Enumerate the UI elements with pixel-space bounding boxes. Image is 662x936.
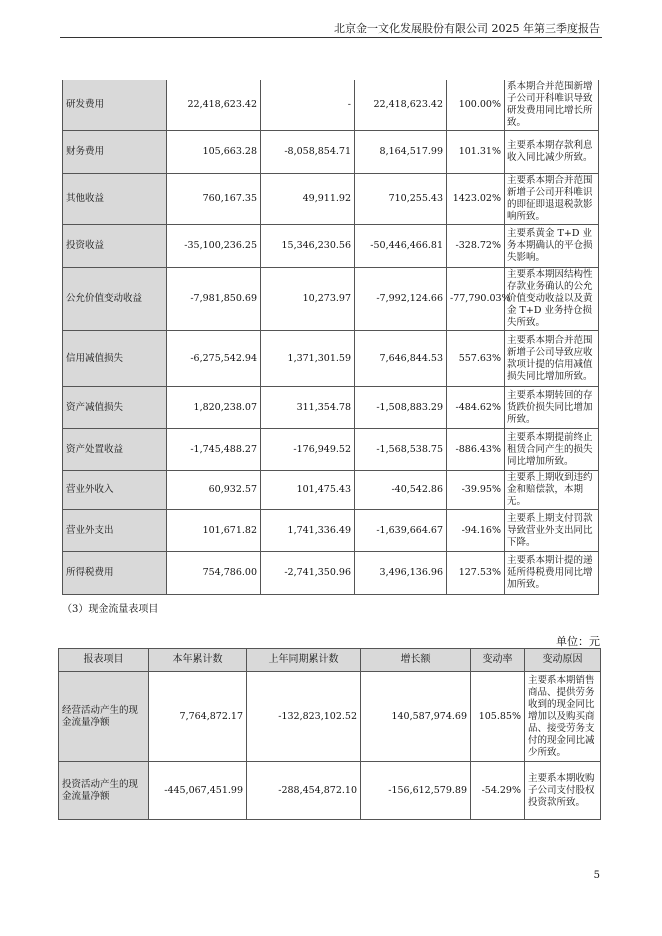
row-current-value: 760,167.35: [167, 174, 261, 225]
row-item-label: 其他收益: [63, 174, 167, 225]
unit-label: 单位：元: [556, 635, 600, 648]
row-current-value: 754,786.00: [167, 552, 261, 595]
header-change: 增长额: [361, 649, 471, 672]
row-rate-value: 105.85%: [471, 672, 525, 762]
row-change-value: 22,418,623.42: [355, 80, 447, 131]
row-reason-text: 主要系本期收购子公司支付股权投资款所致。: [525, 762, 601, 820]
row-current-value: 1,820,238.07: [167, 387, 261, 429]
row-current-value: 22,418,623.42: [167, 80, 261, 131]
row-prior-value: -132,823,102.52: [247, 672, 361, 762]
row-current-value: -7,981,850.69: [167, 268, 261, 331]
row-item-label: 营业外收入: [63, 471, 167, 510]
row-change-value: -1,508,883.29: [355, 387, 447, 429]
row-reason-text: 系本期合并范围新增子公司开科唯识导致研发费用同比增长所致。: [505, 80, 599, 131]
row-change-value: -1,639,664.67: [355, 510, 447, 552]
row-prior-value: -8,058,854.71: [261, 131, 355, 174]
row-reason-text: 主要系黄金 T+D 业务本期确认的平仓损失影响。: [505, 225, 599, 268]
header-item: 报表项目: [59, 649, 149, 672]
row-reason-text: 主要系上期收到违约金和赔偿款，本期无。: [505, 471, 599, 510]
row-reason-text: 主要系本期存款利息收入同比减少所致。: [505, 131, 599, 174]
row-item-label: 公允价值变动收益: [63, 268, 167, 331]
row-item-label: 资产处置收益: [63, 429, 167, 471]
row-rate-value: 557.63%: [447, 331, 505, 387]
row-rate-value: 1423.02%: [447, 174, 505, 225]
row-prior-value: 49,911.92: [261, 174, 355, 225]
table-row: [63, 80, 599, 131]
row-current-value: -35,100,236.25: [167, 225, 261, 268]
table-row: [63, 552, 599, 595]
row-reason-text: 主要系本期转回的存货跌价损失同比增加所致。: [505, 387, 599, 429]
row-prior-value: 101,475.43: [261, 471, 355, 510]
row-item-label: 研发费用: [63, 80, 167, 131]
table-row: [63, 268, 599, 331]
table-row: [63, 331, 599, 387]
row-reason-text: 主要系本期计提的递延所得税费用同比增加所致。: [505, 552, 599, 595]
row-reason-text: 主要系本期因结构性存款业务确认的公允价值变动收益以及黄金 T+D 业务持仓损失所致。: [505, 268, 599, 331]
row-prior-value: 10,273.97: [261, 268, 355, 331]
table-row: [63, 225, 599, 268]
header-rate: 变动率: [471, 649, 525, 672]
row-prior-value: -176,949.52: [261, 429, 355, 471]
income-statement-table: [62, 80, 599, 595]
row-current-value: -6,275,542.94: [167, 331, 261, 387]
row-rate-value: -39.95%: [447, 471, 505, 510]
cashflow-header-row: [59, 649, 601, 672]
row-prior-value: 15,346,230.56: [261, 225, 355, 268]
row-prior-value: -: [261, 80, 355, 131]
row-change-value: -1,568,538.75: [355, 429, 447, 471]
row-reason-text: 主要系本期销售商品、提供劳务收到的现金同比增加以及购买商品、接受劳务支付的现金同比减少所致。: [525, 672, 601, 762]
row-rate-value: 100.00%: [447, 80, 505, 131]
row-reason-text: 主要系本期合并范围新增子公司导致应收款项计提的信用减值损失同比增加所致。: [505, 331, 599, 387]
table-row: [63, 131, 599, 174]
row-change-value: -40,542.86: [355, 471, 447, 510]
row-prior-value: 311,354.78: [261, 387, 355, 429]
row-change-value: 710,255.43: [355, 174, 447, 225]
report-header-title: 北京金一文化发展股份有限公司 2025 年第三季度报告: [334, 22, 600, 35]
row-reason-text: 主要系本期合并范围新增子公司开科唯识的即征即退退税款影响所致。: [505, 174, 599, 225]
table-row: [63, 510, 599, 552]
row-change-value: 140,587,974.69: [361, 672, 471, 762]
row-change-value: 3,496,136.96: [355, 552, 447, 595]
table-row: [59, 762, 601, 820]
row-rate-value: -484.62%: [447, 387, 505, 429]
row-item-label: 投资收益: [63, 225, 167, 268]
row-rate-value: -328.72%: [447, 225, 505, 268]
row-item-label: 信用减值损失: [63, 331, 167, 387]
row-rate-value: 101.31%: [447, 131, 505, 174]
row-item-label: 资产减值损失: [63, 387, 167, 429]
row-prior-value: -288,454,872.10: [247, 762, 361, 820]
row-current-value: 60,932.57: [167, 471, 261, 510]
cashflow-section-title: （3）现金流量表项目: [62, 604, 159, 615]
page-number: 5: [593, 870, 600, 881]
row-change-value: 7,646,844.53: [355, 331, 447, 387]
header-reason: 变动原因: [525, 649, 601, 672]
row-current-value: 7,764,872.17: [149, 672, 247, 762]
table-row: [63, 174, 599, 225]
row-current-value: 105,663.28: [167, 131, 261, 174]
row-rate-value: -886.43%: [447, 429, 505, 471]
cashflow-table: [58, 648, 601, 820]
row-change-value: 8,164,517.99: [355, 131, 447, 174]
row-prior-value: 1,741,336.49: [261, 510, 355, 552]
table-row: [63, 471, 599, 510]
row-change-value: -50,446,466.81: [355, 225, 447, 268]
header-prior: 上年同期累计数: [247, 649, 361, 672]
row-item-label: 所得税费用: [63, 552, 167, 595]
row-rate-value: -94.16%: [447, 510, 505, 552]
row-reason-text: 主要系本期提前终止租赁合同产生的损失同比增加所致。: [505, 429, 599, 471]
row-current-value: -445,067,451.99: [149, 762, 247, 820]
table-row: [63, 387, 599, 429]
table-row: [63, 429, 599, 471]
row-reason-text: 主要系上期支付罚款导致营业外支出同比下降。: [505, 510, 599, 552]
row-item-label: 经营活动产生的现金流量净额: [59, 672, 149, 762]
header-divider: [60, 37, 602, 38]
row-prior-value: -2,741,350.96: [261, 552, 355, 595]
row-item-label: 投资活动产生的现金流量净额: [59, 762, 149, 820]
row-item-label: 营业外支出: [63, 510, 167, 552]
row-current-value: 101,671.82: [167, 510, 261, 552]
row-rate-value: -77,790.03%: [447, 268, 505, 331]
row-change-value: -156,612,579.89: [361, 762, 471, 820]
row-rate-value: 127.53%: [447, 552, 505, 595]
row-prior-value: 1,371,301.59: [261, 331, 355, 387]
header-current: 本年累计数: [149, 649, 247, 672]
row-item-label: 财务费用: [63, 131, 167, 174]
row-change-value: -7,992,124.66: [355, 268, 447, 331]
table-row: [59, 672, 601, 762]
row-current-value: -1,745,488.27: [167, 429, 261, 471]
row-rate-value: -54.29%: [471, 762, 525, 820]
